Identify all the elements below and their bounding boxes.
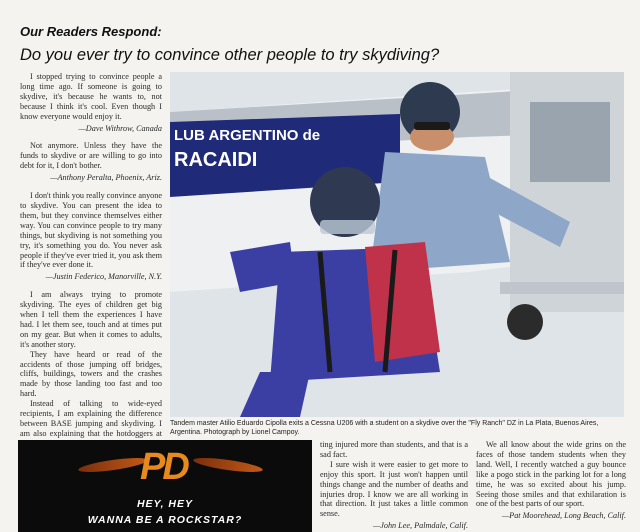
letter-text: I stopped trying to convince people a long time ago. If someone is going to skydive, it's because he wants to, not because I think it's cool. Even though I know everyone would enjoy it. (20, 72, 162, 121)
letter-text: I don't think you really convince anyone to skydive. You can present the idea to them, but they convince themselves either way. You can convince people to try many things, but skydiving is not something you try, it's something you do. You never ask people if they've ever tried it, you ask them if they've ever done it. (20, 191, 162, 270)
photo-caption: Tandem master Atilio Eduardo Cipolla exits a Cessna U206 with a student on a skydive over the "Fly Ranch" DZ in La Plata, Buenos Aires, Argentina. Photograph by Lionel Campoy. (170, 420, 599, 436)
right-letters-column (476, 440, 626, 521)
plane-wheel (507, 304, 543, 340)
middle-letters-column (320, 440, 468, 531)
letter-signature: —Anthony Peralta, Phoenix, Ariz. (50, 173, 162, 183)
logo-wing-right (193, 455, 264, 475)
letter-text: Not anymore. Unless they have the funds to skydive or are willing to go into debt for it, I don't bother. (20, 141, 162, 171)
letter-signature: —Justin Federico, Manorville, N.Y. (45, 272, 162, 282)
letter-text: I am always trying to promote skydiving. The eyes of children get big when I tell them the experiences I have had. I let them see, touch and at times put on my gear. But when it comes to adults, it's another story. (20, 290, 162, 349)
logo-wing-left (78, 455, 149, 475)
sunglasses (414, 122, 450, 130)
letter-signature: —Dave Withrow, Canada (78, 123, 162, 133)
letter-text: ting injured more than students, and that is a sad fact. (320, 440, 468, 459)
letter-text: We all know about the wide grins on the faces of those tandem students when they land. Well, I recently watched a guy bounce like a pogo stick in the parking lot for a long time, he was so excited about his jump. Seeing those smiles and that exhilaration is one of the best parts of our sport. (476, 440, 626, 509)
letter-signature: —John Lee, Palmdale, Calif. (372, 521, 468, 531)
letter-text: Instead of talking to wide-eyed recipients, I am explaining the difference between BASE jumping and skydiving. I am also explaining that the hotdoggers at (20, 399, 162, 438)
goggles (320, 220, 375, 234)
section-kicker: Our Readers Respond: (20, 24, 162, 39)
pd-logo: PD (140, 446, 187, 488)
page-headline: Do you ever try to convince other people to try skydiving? (20, 46, 440, 64)
ad-line-1: HEY, HEY (136, 498, 194, 510)
plane-step (500, 282, 624, 294)
plane-text-top: LUB ARGENTINO de (174, 127, 321, 144)
plane-text-bottom: RACAIDI (174, 149, 258, 171)
plane-window (530, 102, 610, 182)
letter-text: They have heard or read of the accidents of those jumping off bridges, cliffs, buildings, towers and the crashes made by those landing too fast and too hard. (20, 349, 162, 399)
ad-line-2: WANNA BE A ROCKSTAR? (87, 514, 243, 526)
letter-text: I sure wish it were easier to get more to enjoy this sport. It just won't happen until things change and the number of deaths and injuries drop. I know we are all working in that direction. It just takes a little common sense. (320, 459, 468, 519)
letter-signature: —Pat Moorehead, Long Beach, Calif. (501, 511, 626, 521)
pd-advertisement (18, 440, 312, 532)
photo-illustration (170, 72, 624, 417)
skydive-photo (170, 72, 624, 417)
left-letters-column (20, 72, 162, 478)
